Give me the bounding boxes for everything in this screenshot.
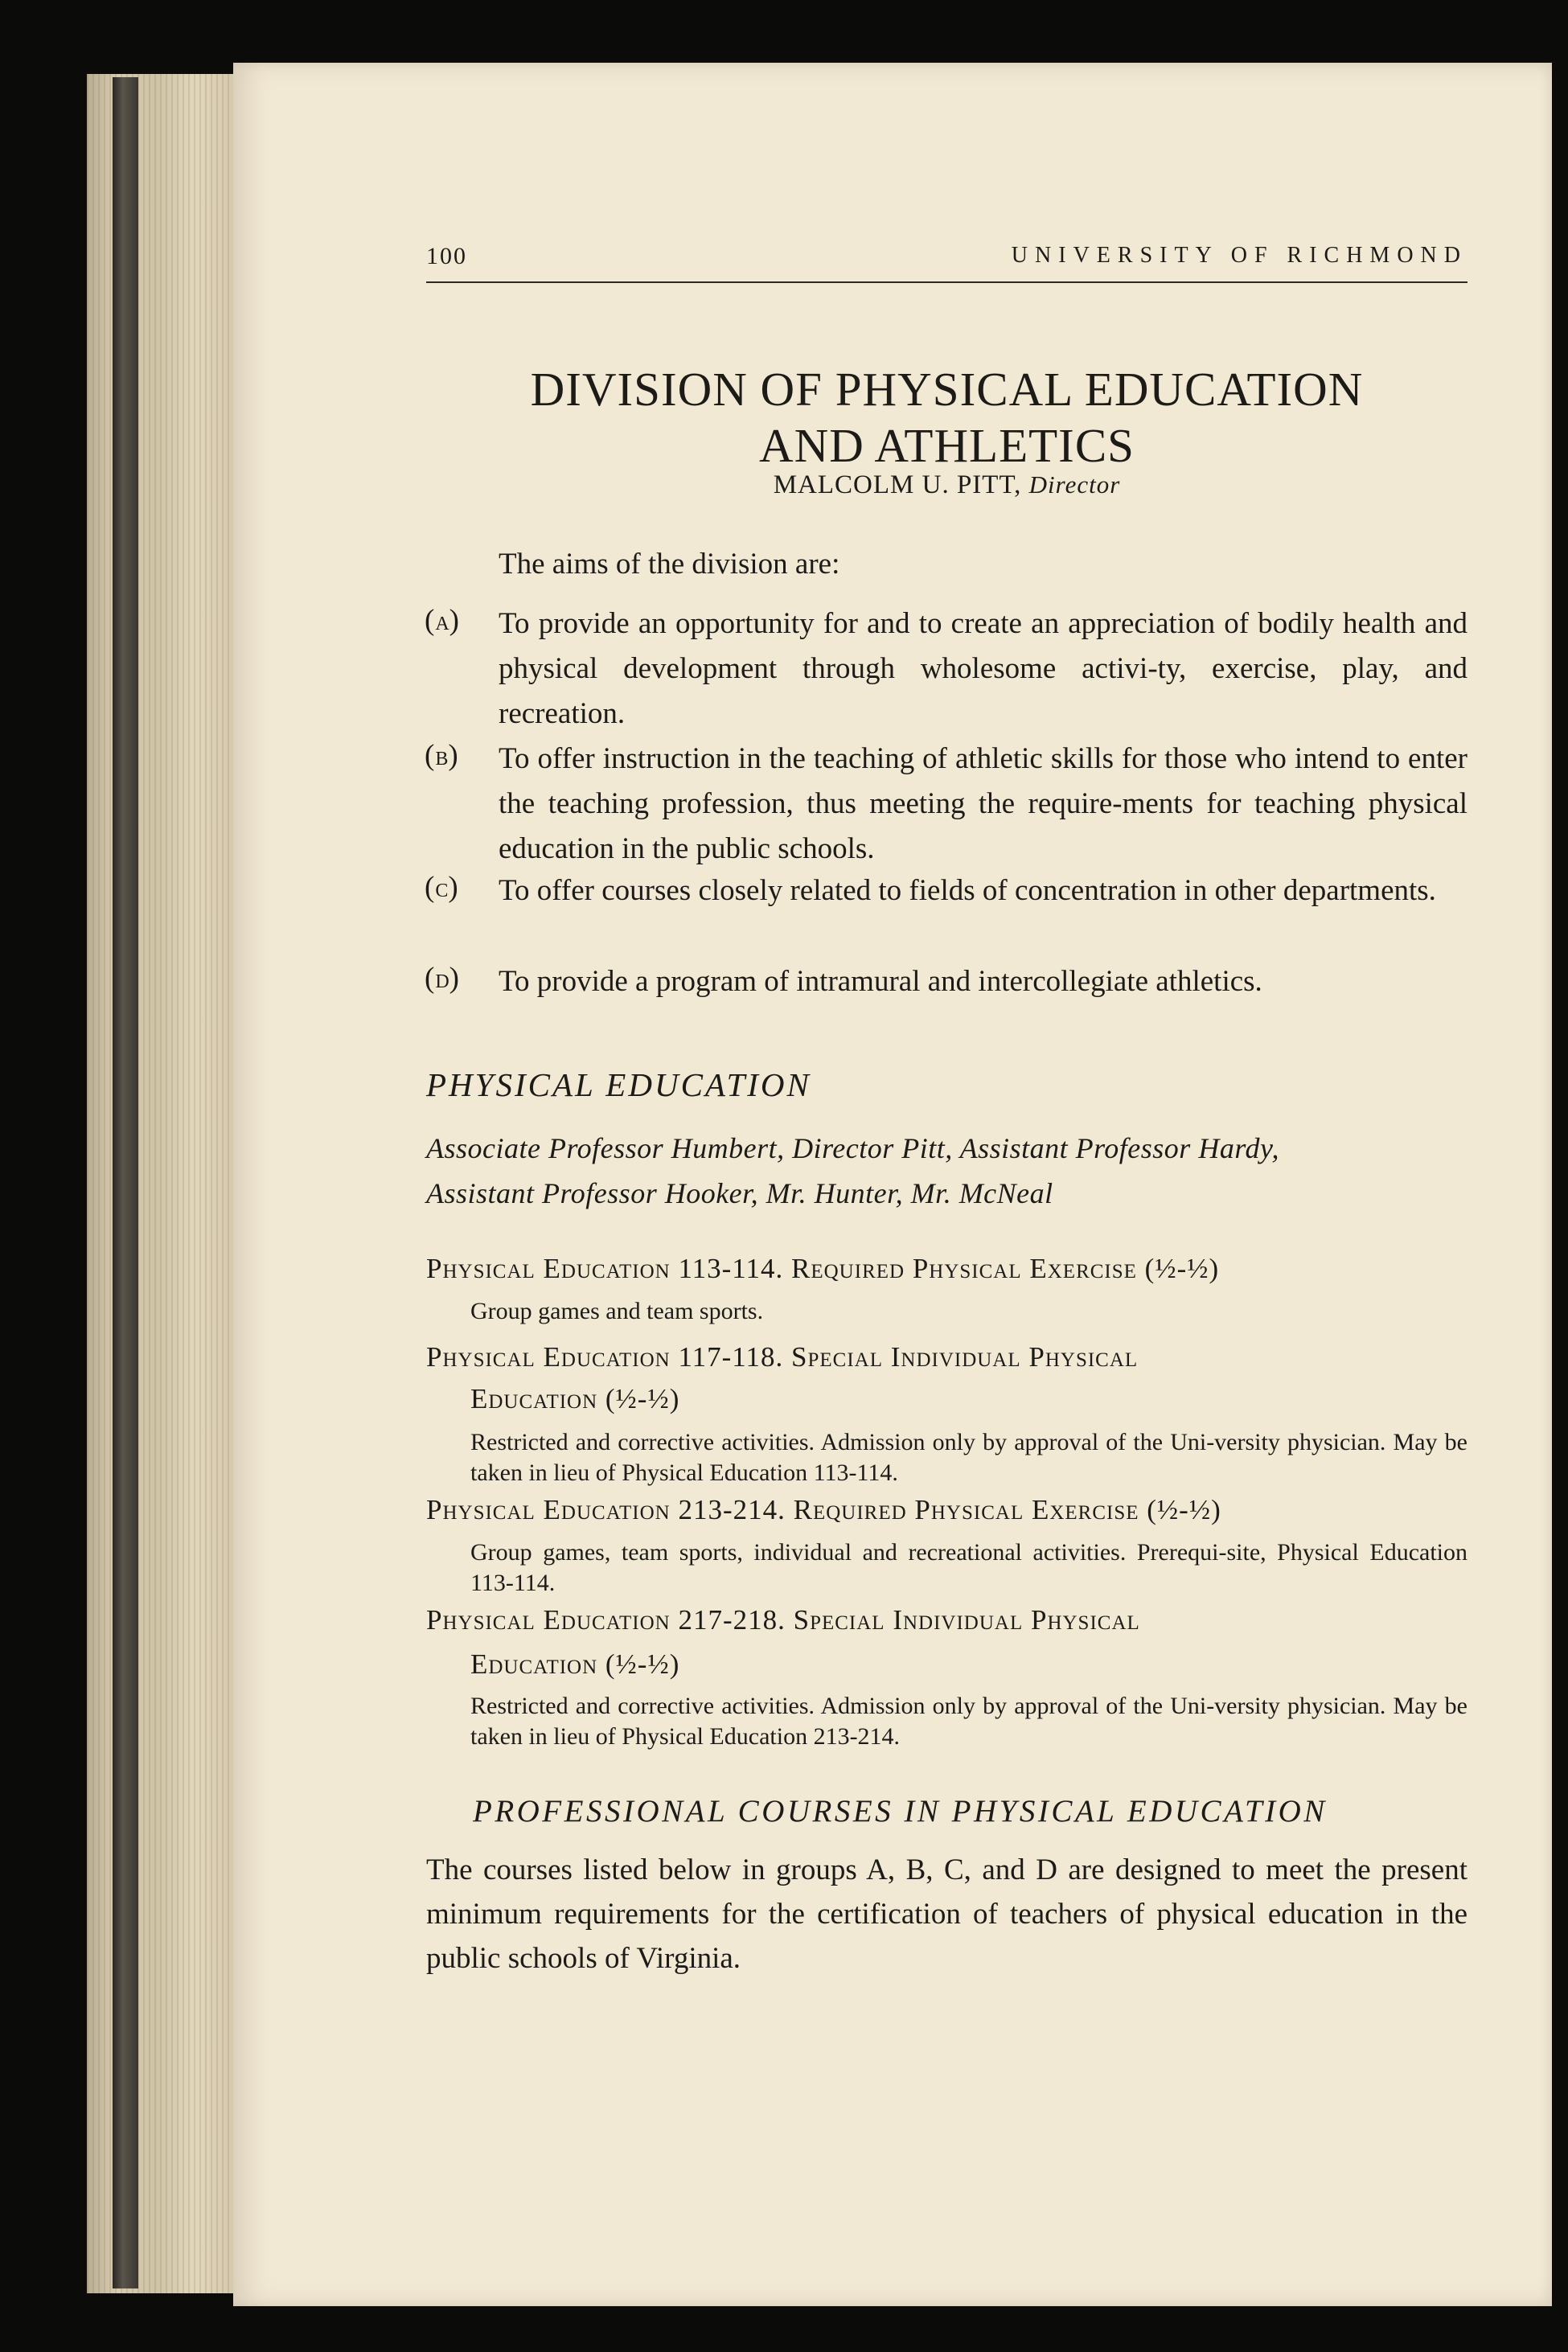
- director-line: [426, 470, 1467, 500]
- aim-text-a: To provide an opportunity for and to create an appreciation of bodily health and physical development through wholesome activi-ty, exercise, play, and recreation.: [499, 607, 1467, 730]
- faculty-list: Associate Professor Humbert, Director Pitt, Assistant Professor Hardy,: [426, 1132, 1279, 1164]
- aim-label-b: (B): [425, 739, 459, 772]
- course-description: Restricted and corrective activities. Admission only by approval of the Uni-versity physician. May be taken in lieu of Physical Education 213-214.: [470, 1693, 1467, 1750]
- section-heading-professional: PROFESSIONAL COURSES IN PHYSICAL EDUCATION: [473, 1794, 1328, 1829]
- course-title-continued: Education (½-½): [470, 1648, 680, 1680]
- aim-label-a: (A): [425, 604, 460, 637]
- course-title: Physical Education 113-114. Required Physical Exercise (½-½): [426, 1253, 1220, 1284]
- aim-text-b: To offer instruction in the teaching of athletic skills for those who intend to enter the teaching profession, thus meeting the require-ments for teaching physical education in the public schools.: [499, 742, 1467, 865]
- running-title: UNIVERSITY OF RICHMOND: [1011, 243, 1467, 268]
- page-number: 100: [426, 243, 467, 269]
- course-description: Group games, team sports, individual and recreational activities. Prerequi-site, Physical Education 113-114.: [470, 1539, 1467, 1596]
- aim-label-c: (C): [425, 871, 459, 904]
- section-heading: PHYSICAL EDUCATION: [426, 1066, 811, 1103]
- course-title-continued: Education (½-½): [470, 1383, 680, 1414]
- course-title: Physical Education 217-218. Special Individual Physical: [426, 1604, 1140, 1636]
- division-title: DIVISION OF PHYSICAL EDUCATION: [530, 363, 1364, 416]
- running-header: [426, 243, 1467, 283]
- aims-intro: The aims of the division are:: [499, 548, 840, 581]
- course-description: Restricted and corrective activities. Admission only by approval of the Uni-versity physician. May be taken in lieu of Physical Education 113-114.: [470, 1429, 1467, 1486]
- director-name: MALCOLM U. PITT,: [773, 470, 1022, 499]
- professional-courses-text: The courses listed below in groups A, B, C, and D are designed to meet the present minimum requirements for the certification of teachers of physical education in the public schools of Virginia.: [426, 1853, 1467, 1975]
- director-role: Director: [1028, 470, 1121, 499]
- page-edges: [87, 74, 240, 2293]
- aim-text-d: To provide a program of intramural and intercollegiate athletics.: [499, 965, 1262, 998]
- course-title: Physical Education 213-214. Required Physical Exercise (½-½): [426, 1494, 1221, 1525]
- faculty-list-continued: Assistant Professor Hooker, Mr. Hunter, Mr. McNeal: [426, 1177, 1053, 1209]
- course-description: Group games and team sports.: [470, 1298, 764, 1324]
- course-title: Physical Education 117-118. Special Individual Physical: [426, 1341, 1139, 1373]
- division-title-continued: AND ATHLETICS: [759, 419, 1135, 472]
- aim-text-c: To offer courses closely related to fields of concentration in other departments.: [499, 874, 1436, 907]
- aim-label-d: (D): [425, 962, 460, 995]
- book-spine: [113, 77, 138, 2288]
